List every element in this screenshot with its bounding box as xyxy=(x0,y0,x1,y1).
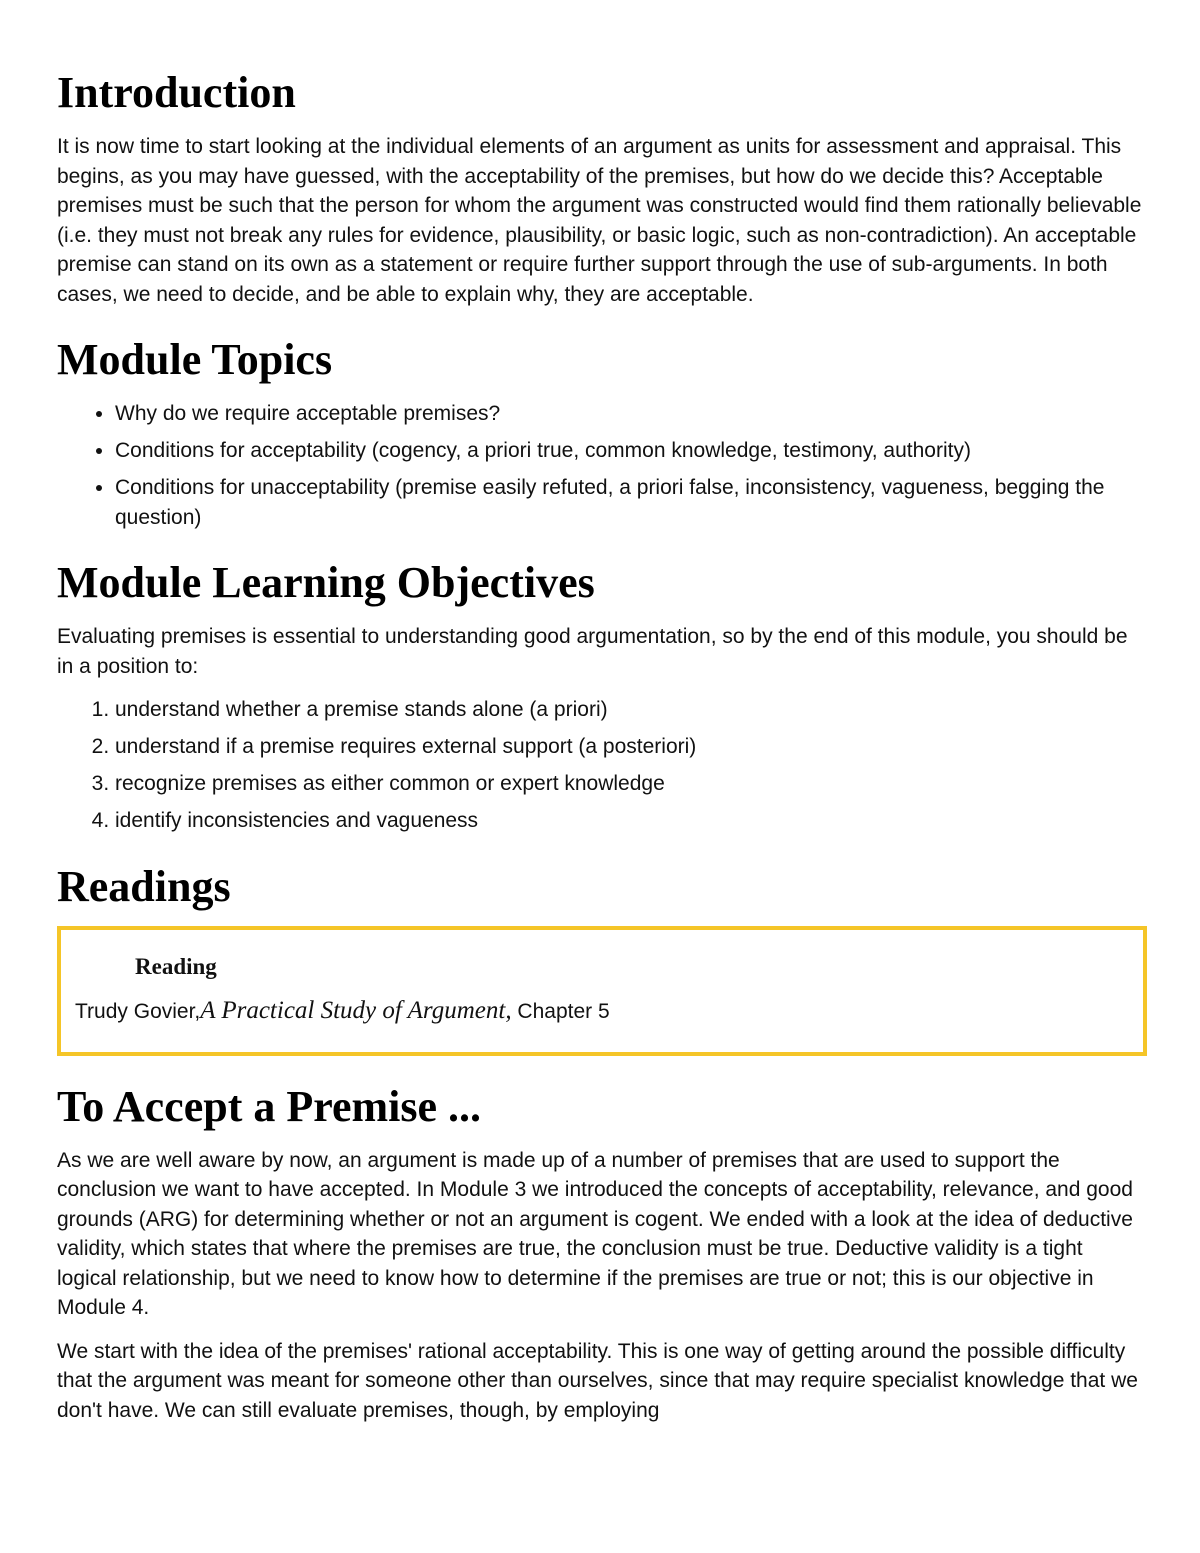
list-item: • Conditions for unacceptability (premise easily refuted, a priori false, inconsistency, vagueness, begging the question) xyxy=(115,473,1147,532)
list-item: 1. understand whether a premise stands alone (a priori) xyxy=(115,695,1147,725)
learning-objectives-heading: Module Learning Objectives xyxy=(57,558,595,607)
list-item: • Conditions for acceptability (cogency, a priori true, common knowledge, testimony, authority) xyxy=(115,436,1147,466)
introduction-heading: Introduction xyxy=(57,68,296,117)
reading-chapter: Chapter 5 xyxy=(517,999,610,1023)
module-topics-heading: Module Topics xyxy=(57,335,333,384)
list-item: • Why do we require acceptable premises? xyxy=(115,399,1147,429)
learning-objectives-list xyxy=(57,695,1147,836)
list-item: 4. identify inconsistencies and vagueness xyxy=(115,806,1147,836)
introduction-paragraph: It is now time to start looking at the individual elements of an argument as units for assessment and appraisal. This begins, as you may have guessed, with the acceptability of the premises, but how do we decide this? Acceptable premises must be such that the person for whom the argument was constructed would find them rationally believable (i.e. they must not break any rules for evidence, plausibility, or basic logic, such as non-contradiction). An acceptable premise can stand on its own as a statement or require further support through the use of sub-arguments. In both cases, we need to decide, and be able to explain why, they are acceptable. xyxy=(57,135,1142,306)
accept-premise-paragraph-1: As we are well aware by now, an argument is made up of a number of premises that are used to support the conclusion we want to have accepted. In Module 3 we introduced the concepts of acceptability, relevance, and good grounds (ARG) for determining whether or not an argument is cogent. We ended with a look at the idea of deductive validity, which states that where the premises are true, the conclusion must be true. Deductive validity is a tight logical relationship, but we need to know how to determine if the premises are true or not; this is our objective in Module 4. xyxy=(57,1148,1133,1319)
reading-citation xyxy=(75,996,1129,1027)
module-topics-list xyxy=(57,399,1147,532)
list-item: 3. recognize premises as either common or expert knowledge xyxy=(115,769,1147,799)
learning-objectives-intro: Evaluating premises is essential to understanding good argumentation, so by the end of this module, you should be in a position to: xyxy=(57,625,1128,678)
accept-premise-paragraph-2: We start with the idea of the premises' rational acceptability. This is one way of getting around the possible difficulty that the argument was meant for someone other than ourselves, since that may require specialist knowledge that we don't have. We can still evaluate premises, though, by employing xyxy=(57,1339,1138,1422)
list-item: 2. understand if a premise requires external support (a posteriori) xyxy=(115,732,1147,762)
reading-work-title: A Practical Study of Argument, xyxy=(200,996,512,1024)
reading-callout-title: Reading xyxy=(135,953,217,979)
reading-callout-box xyxy=(57,926,1147,1056)
reading-author: Trudy Govier, xyxy=(75,999,201,1023)
readings-heading: Readings xyxy=(57,861,231,911)
document-page xyxy=(57,64,1147,1439)
accept-premise-heading: To Accept a Premise ... xyxy=(57,1081,482,1131)
